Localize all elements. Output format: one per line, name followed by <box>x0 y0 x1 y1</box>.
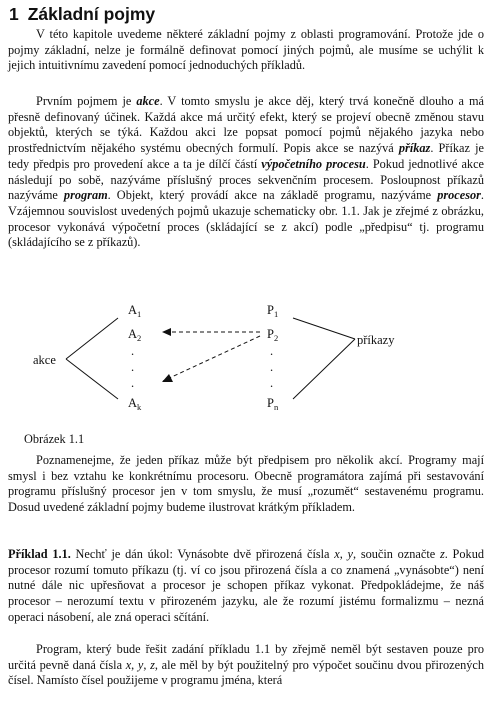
paragraph-intro-text: V této kapitole uvedeme některé základní pojmy z oblasti programování. Protože jde o pojmy základní, nelze je formálně definovat pomocí jiných pojmů, ale musíme se uchýlit k jejich intuitivnímu zavedení pomocí jednoduchých příkladů. <box>8 27 484 73</box>
text-run: , <box>131 657 138 672</box>
paragraph-intro <box>8 27 484 74</box>
paragraph-definitions <box>8 94 484 251</box>
chapter-title: Základní pojmy <box>27 4 156 24</box>
term-akce: akce <box>136 94 160 108</box>
paragraph-note-text: Poznamenejme, že jeden příkaz může být předpisem pro několik akcí. Programy mají smysl i bez vztahu ke konkrétnímu procesoru. Obecně programátora zajímá při sestavování programu příslušný procesor jen v tom smyslu, že musí „rozumět“ sestavenému programu. Dosud uvedené základní pojmy budeme ilustrovat krátkým příkladem. <box>8 453 484 515</box>
dot-p: . <box>270 376 274 390</box>
var-z: z <box>439 547 445 561</box>
term-procesor: procesor <box>437 188 481 203</box>
text-run: , ale měl by být použitelný pro výpočet součinu dvou přirozených čísel. Namísto čísel použijeme v programu jména, která <box>8 657 484 688</box>
text-run: Nechť je dán úkol: Vynásobte dvě přirozená čísla <box>70 547 335 561</box>
dot-a: . <box>131 376 135 390</box>
figure-diagram <box>0 296 491 421</box>
var-x: x <box>125 657 132 672</box>
var-z: z <box>150 657 155 672</box>
dashed-arrow-p2-ak <box>163 336 260 381</box>
dot-a: . <box>131 344 135 358</box>
arrowhead-ak <box>162 374 173 382</box>
paragraph-example <box>8 547 484 626</box>
text-run: . V tomto smyslu je akce děj, který trvá konečně dlouho a má přesně definovaný účinek. Každá akce má určitý efekt, který se projeví obecně změnou stavu objektů, kterých se týká. Každou akci lze popsat pomocí pojmů nějakého jazyka nebo prostřednictvím nějakého systému obecných formulí. Popis akce se nazývá <box>8 94 484 156</box>
text-run: , <box>143 657 151 672</box>
term-vypocetni-proces: výpočetního procesu <box>261 156 366 171</box>
paragraph-program <box>8 642 484 689</box>
node-pn: $P_n$ <box>267 396 279 412</box>
chapter-heading <box>9 4 155 25</box>
text-run: . Objekt, který provádí akce na základě programu, nazýváme <box>107 188 438 203</box>
text-run: . Vzájemnou souvislost uvedených pojmů ukazuje schematicky obr. 1.1. Jak je zřejmé z obrázku, procesor vykonává výpočetní proces (skládající se z akcí) podle „předpisu“ tj. programu (skládajícího se z příkazů). <box>8 188 484 250</box>
dot-a: . <box>131 360 135 374</box>
figure-caption: Obrázek 1.1 <box>24 432 85 446</box>
paragraph-note <box>8 453 484 516</box>
var-y: y <box>137 657 144 672</box>
node-a2: $A_2$ <box>128 327 142 343</box>
var-x: x <box>334 547 340 561</box>
node-p1: $P_1$ <box>267 303 279 319</box>
line-akce-ak <box>66 359 118 399</box>
line-p1-prikazy <box>293 318 355 339</box>
text-run: Prvním pojmem je <box>36 94 137 108</box>
line-akce-a1 <box>66 318 118 359</box>
node-p2: $P_2$ <box>267 327 279 343</box>
arrowhead-a2 <box>162 328 171 336</box>
text-run: . Pokud procesor rozumí tomuto příkazu (tj. ví co jsou přirozená čísla a co znamená „vynásobte“) není nutné dále nic upřesňovat a procesor je schopen příkaz vykonat. Předpokládejme, že náš procesor – nerozumí textu v přirozeném jazyku, ale že rozumí jistému formalizmu – nezná operaci násobení, ale zná operaci sčítání. <box>8 547 484 624</box>
text-run: , <box>339 547 348 561</box>
var-y: y <box>347 547 354 561</box>
label-akce: akce <box>33 353 56 367</box>
text-run: , součin označte <box>353 547 440 561</box>
text-run: . Příkaz je tedy předpis pro provedení akce a ta je dílčí částí <box>8 141 484 171</box>
node-a1: $A_1$ <box>128 303 142 319</box>
term-program: program <box>63 188 108 203</box>
dot-p: . <box>270 344 274 358</box>
term-prikaz: příkaz <box>398 141 431 156</box>
chapter-number: 1 <box>9 4 19 24</box>
text-run: . Pokud jednotlivé akce následují po sobě, nazýváme příslušný proces sekvenčním procesem. Posloupnost příkazů nazýváme <box>8 156 484 203</box>
text-run: Program, který bude řešit zadání příkladu 1.1 by zřejmě neměl být sestaven pouze pro určitá pevně daná čísla <box>8 642 484 672</box>
label-prikazy: příkazy <box>357 333 395 347</box>
example-label: Příklad 1.1. <box>8 547 71 561</box>
node-ak: $A_k$ <box>128 396 142 412</box>
dot-p: . <box>270 360 274 374</box>
line-pn-prikazy <box>293 339 355 399</box>
